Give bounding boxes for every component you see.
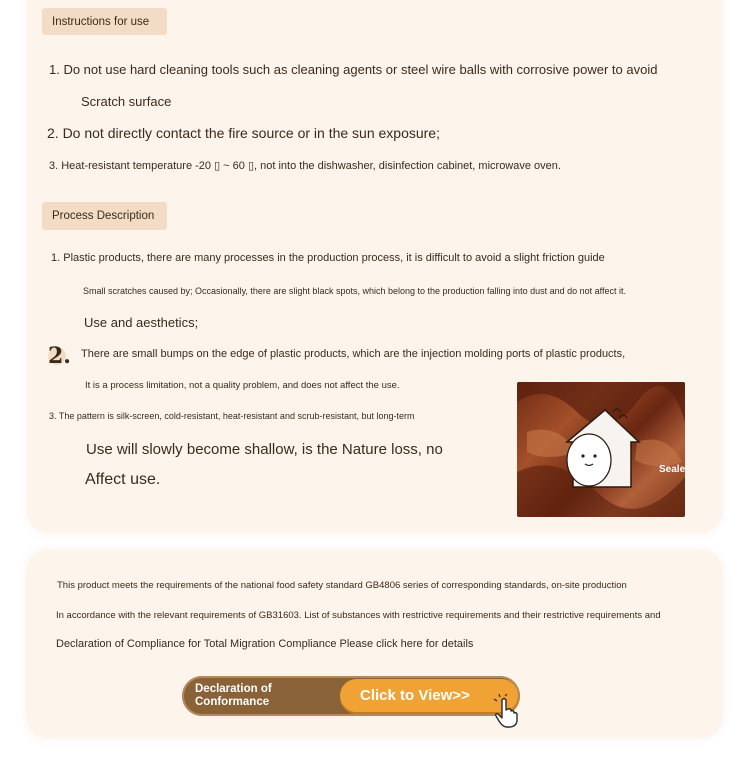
process-item-3: 3. The pattern is silk-screen, cold-resistant, heat-resistant and scrub-resistant, but long-term	[49, 411, 415, 421]
pointer-hand-icon	[490, 694, 526, 730]
instructions-tag-label: Instructions for use	[52, 15, 150, 28]
compliance-line-1: This product meets the requirements of the national food safety standard GB4806 series of corresponding standards, on-site production	[57, 580, 627, 591]
process-tag	[42, 202, 167, 230]
product-photo	[517, 382, 685, 517]
compliance-line-2: In accordance with the relevant requirements of GB31603. List of substances with restrictive requirements and their restrictive requirements and	[56, 610, 661, 621]
declaration-label	[195, 683, 272, 709]
process-item-2: There are small bumps on the edge of plastic products, which are the injection molding ports of plastic products,	[81, 348, 626, 360]
instructions-tag	[42, 8, 167, 35]
process-item-3-cont: Use will slowly become shallow, is the Nature loss, no	[86, 441, 443, 458]
process-item-1-cont-2: Use and aesthetics;	[84, 315, 199, 330]
process-item-3-cont-2: Affect use.	[85, 471, 161, 488]
process-item-1-cont: Small scratches caused by; Occasionally, there are slight black spots, which belong to the production falling into dust and do not affect it.	[83, 286, 626, 296]
process-item-2-cont: It is a process limitation, not a quality problem, and does not affect the use.	[85, 380, 400, 391]
instructions-item-3: 3. Heat-resistant temperature -20 ▯ ~ 60 ▯, not into the dishwasher, disinfection cabinet, microwave oven.	[49, 160, 561, 172]
process-item-2-number: 2.	[48, 343, 71, 369]
declaration-label-line-1: Declaration of	[195, 683, 272, 695]
declaration-label-line-2: Conformance	[195, 696, 270, 708]
click-to-view-label: Click to View>>	[360, 687, 470, 704]
instructions-item-1-cont: Scratch surface	[81, 94, 172, 109]
instructions-item-1: 1. Do not use hard cleaning tools such as cleaning agents or steel wire balls with corrosive power to avoid	[49, 62, 658, 77]
declaration-button[interactable]	[182, 676, 520, 716]
process-tag-label: Process Description	[52, 210, 155, 222]
photo-label: Seale	[659, 464, 685, 475]
compliance-line-3[interactable]: Declaration of Compliance for Total Migration Compliance Please click here for details	[56, 638, 474, 650]
product-photo-illustration	[517, 382, 685, 517]
instructions-item-2: 2. Do not directly contact the fire source or in the sun exposure;	[47, 125, 440, 141]
process-item-1: 1. Plastic products, there are many processes in the production process, it is difficult to avoid a slight friction guide	[51, 252, 605, 264]
